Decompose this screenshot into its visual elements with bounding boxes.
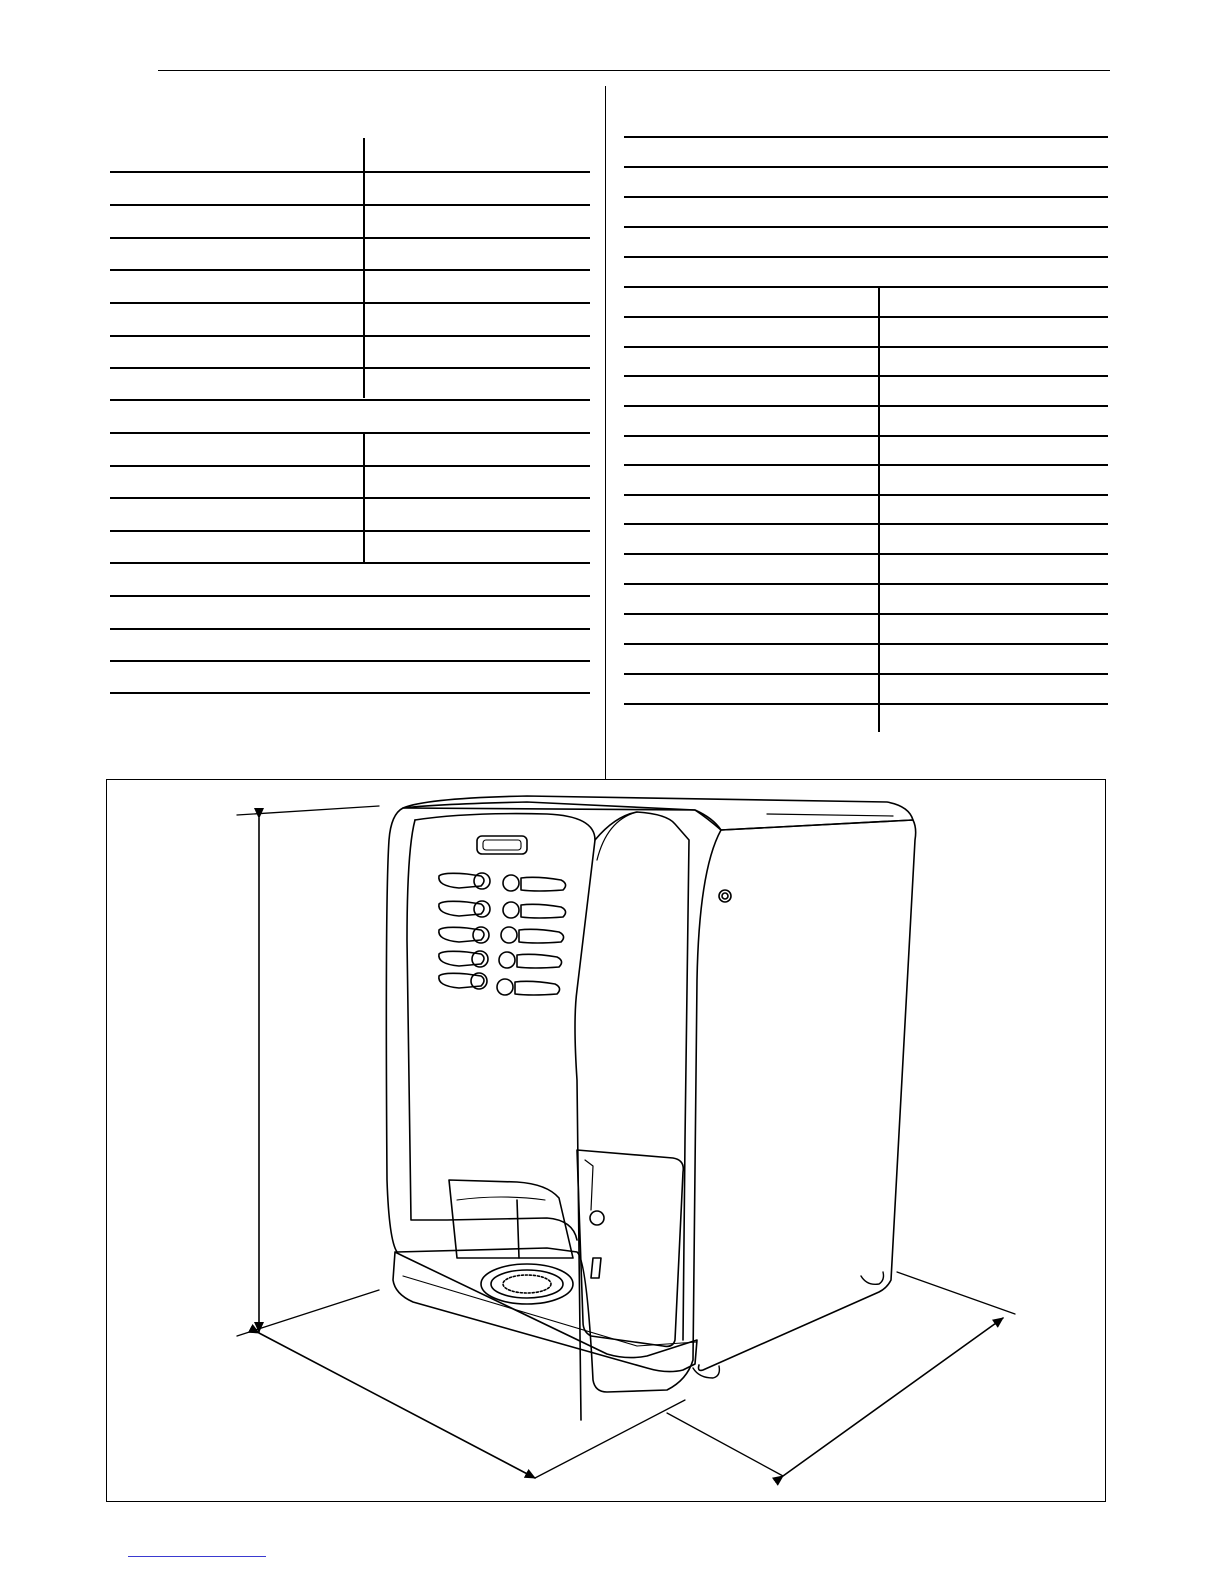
right-table-row-line <box>624 316 1108 318</box>
right-table-row-line <box>624 613 1108 615</box>
left-table-row-line <box>110 660 590 662</box>
right-table-row-line <box>624 553 1108 555</box>
machine-body <box>386 796 915 1420</box>
left-table-row-line <box>110 432 590 434</box>
right-table-row-line <box>624 523 1108 525</box>
right-button-column <box>497 875 566 995</box>
right-table-row-line <box>624 256 1108 258</box>
height-dimension <box>237 806 379 1336</box>
left-button-column <box>439 873 490 989</box>
left-table-row-line <box>110 562 590 564</box>
coffee-machine-drawing <box>107 780 1107 1503</box>
footer-link-underline[interactable] <box>128 1556 266 1557</box>
left-table-row-line <box>110 171 590 173</box>
left-table-row-line <box>110 269 590 271</box>
left-table-row-line <box>110 204 590 206</box>
right-table-row-line <box>624 166 1108 168</box>
right-table-row-line <box>624 464 1108 466</box>
right-table-row-line <box>624 643 1108 645</box>
right-table-row-line <box>624 346 1108 348</box>
right-table-row-line <box>624 286 1108 288</box>
left-table-row-line <box>110 628 590 630</box>
left-table-divider-1 <box>363 138 365 398</box>
coin-mechanism <box>577 1150 683 1346</box>
left-table-row-line <box>110 302 590 304</box>
left-table-row-line <box>110 399 590 401</box>
right-table-row-line <box>624 136 1108 138</box>
right-table-row-line <box>624 703 1108 705</box>
right-table-row-line <box>624 375 1108 377</box>
dispensing-bay <box>449 1180 573 1304</box>
column-divider <box>605 86 606 780</box>
machine-figure-frame <box>106 779 1106 1502</box>
left-table-row-line <box>110 367 590 369</box>
left-table-row-line <box>110 237 590 239</box>
right-table-row-line <box>624 405 1108 407</box>
right-table-row-line <box>624 494 1108 496</box>
right-table-row-line <box>624 196 1108 198</box>
right-table-row-line <box>624 435 1108 437</box>
header-rule <box>158 70 1110 71</box>
left-table-row-line <box>110 335 590 337</box>
left-table-row-line <box>110 530 590 532</box>
right-table-row-line <box>624 583 1108 585</box>
width-dimension <box>259 1333 685 1478</box>
right-table-divider <box>878 287 880 732</box>
left-table-row-line <box>110 595 590 597</box>
right-table-row-line <box>624 226 1108 228</box>
left-table-row-line <box>110 497 590 499</box>
left-table-row-line <box>110 465 590 467</box>
left-table-row-line <box>110 692 590 694</box>
right-table-row-line <box>624 673 1108 675</box>
